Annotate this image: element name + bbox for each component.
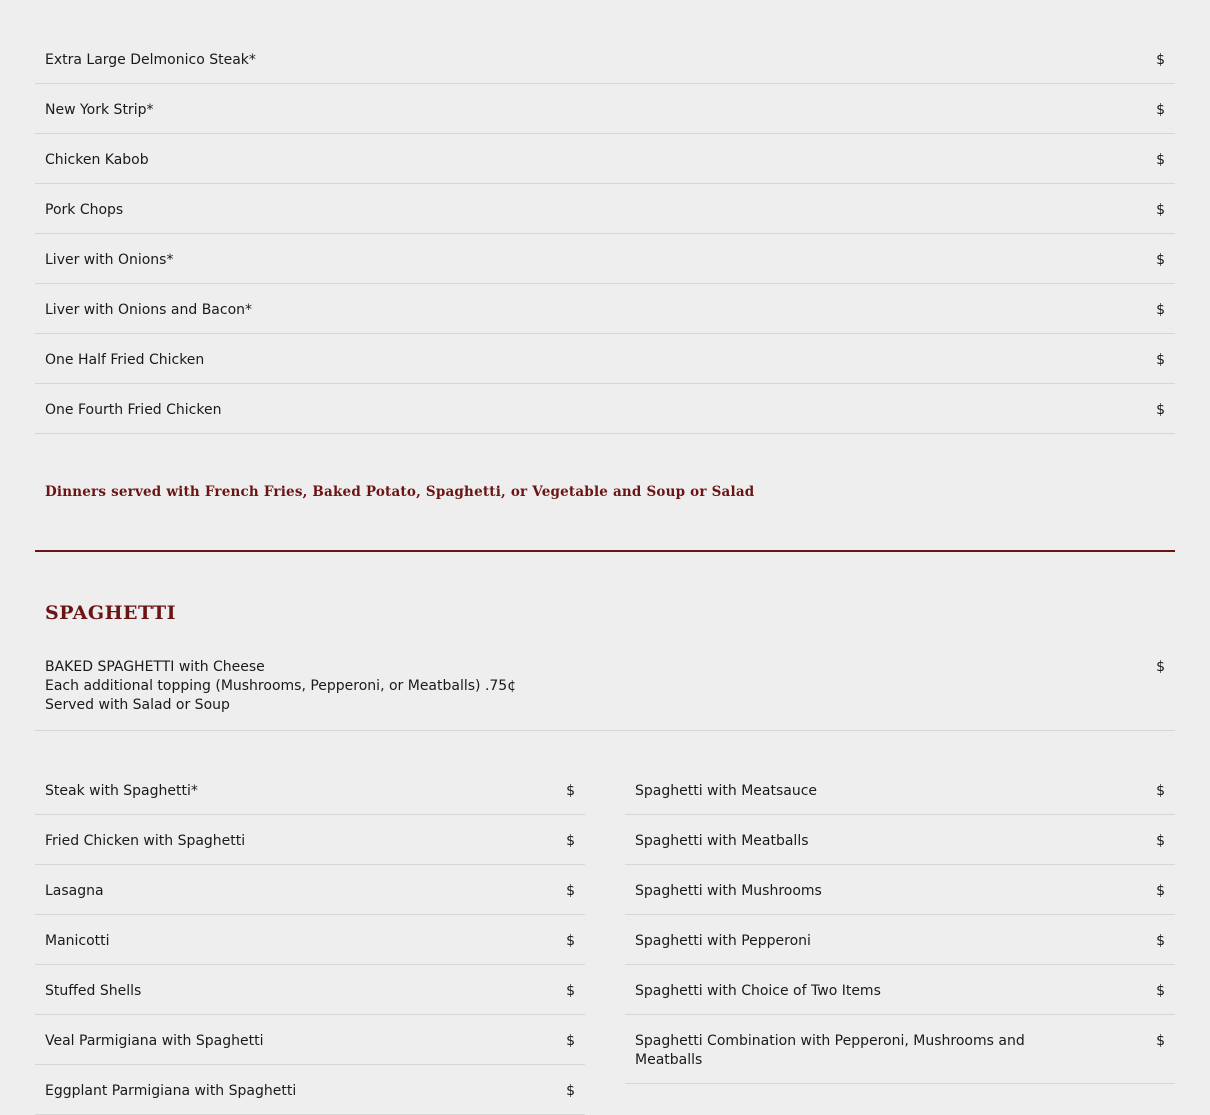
section-divider (35, 550, 1175, 552)
menu-item-price: $ (566, 833, 575, 849)
menu-item (35, 34, 1175, 84)
menu-item-price: $ (1156, 402, 1165, 418)
menu-item-name: Steak with Spaghetti* (45, 783, 198, 799)
menu-item (625, 865, 1175, 915)
menu-item-name: Manicotti (45, 933, 110, 949)
menu-item (625, 765, 1175, 815)
menu-item (625, 815, 1175, 865)
menu-item-price: $ (1156, 352, 1165, 368)
section-title: SPAGHETTI (45, 602, 177, 624)
menu-item-name: Extra Large Delmonico Steak* (45, 52, 256, 68)
menu-item (35, 184, 1175, 234)
menu-item (35, 84, 1175, 134)
menu-item (35, 284, 1175, 334)
menu-item (35, 765, 585, 815)
menu-item-price: $ (1156, 302, 1165, 318)
menu-item-name: Spaghetti with Pepperoni (635, 933, 811, 949)
menu-item-price: $ (1156, 1033, 1165, 1049)
menu-item (625, 1015, 1175, 1084)
menu-item-price: $ (566, 933, 575, 949)
menu-item-price: $ (1156, 152, 1165, 168)
menu-item (35, 915, 585, 965)
spaghetti-right-column (625, 765, 1175, 1115)
menu-item (35, 134, 1175, 184)
menu-item (35, 815, 585, 865)
menu-item-name: Liver with Onions* (45, 252, 174, 268)
menu-item (625, 965, 1175, 1015)
baked-spaghetti-description (45, 658, 1145, 715)
menu-item (35, 234, 1175, 284)
menu-item-price: $ (566, 883, 575, 899)
spaghetti-left-column (35, 765, 585, 1115)
menu-item-name: Spaghetti with Meatsauce (635, 783, 818, 799)
menu-item-name: Stuffed Shells (45, 983, 142, 999)
menu-item-price: $ (1156, 983, 1165, 999)
menu-item-price: $ (566, 1033, 575, 1049)
menu-item (35, 334, 1175, 384)
baked-spaghetti-item (35, 650, 1175, 731)
menu-item-name: Spaghetti with Mushrooms (635, 883, 822, 899)
baked-spaghetti-served-note: Served with Salad or Soup (45, 697, 230, 713)
menu-item (35, 1015, 585, 1065)
menu-item-price: $ (566, 983, 575, 999)
menu-item-name: Spaghetti with Meatballs (635, 833, 809, 849)
menu-item (35, 384, 1175, 434)
dinner-sides-note: Dinners served with French Fries, Baked Potato, Spaghetti, or Vegetable and Soup or Salad (45, 484, 755, 500)
menu-item-price: $ (1156, 783, 1165, 799)
menu-content (35, 34, 1175, 1115)
menu-item-name: One Fourth Fried Chicken (45, 402, 222, 418)
menu-item-name: Spaghetti with Choice of Two Items (635, 983, 881, 999)
menu-item-name: Eggplant Parmigiana with Spaghetti (45, 1083, 297, 1099)
baked-spaghetti-topping-note: Each additional topping (Mushrooms, Pepperoni, or Meatballs) .75¢ (45, 678, 517, 694)
menu-item-name: Fried Chicken with Spaghetti (45, 833, 246, 849)
menu-item-price: $ (1156, 659, 1165, 675)
menu-item (35, 965, 585, 1015)
menu-item-price: $ (1156, 933, 1165, 949)
menu-item-name: Lasagna (45, 883, 104, 899)
spaghetti-columns (35, 765, 1175, 1115)
menu-item (35, 865, 585, 915)
menu-item-price: $ (1156, 202, 1165, 218)
menu-item-name: New York Strip* (45, 102, 154, 118)
menu-item-price: $ (1156, 52, 1165, 68)
menu-item-name: Liver with Onions and Bacon* (45, 302, 253, 318)
menu-item-price: $ (1156, 102, 1165, 118)
menu-item-price: $ (566, 783, 575, 799)
baked-spaghetti-name: BAKED SPAGHETTI with Cheese (45, 659, 265, 675)
menu-item-name: One Half Fried Chicken (45, 352, 205, 368)
menu-item-price: $ (1156, 883, 1165, 899)
menu-item-name: Chicken Kabob (45, 152, 149, 168)
dinner-list (35, 34, 1175, 434)
menu-item-price: $ (1156, 833, 1165, 849)
menu-item-name: Spaghetti Combination with Pepperoni, Mushrooms and Meatballs (635, 1033, 1025, 1068)
menu-item (625, 915, 1175, 965)
menu-item-price: $ (1156, 252, 1165, 268)
menu-item-name: Pork Chops (45, 202, 124, 218)
menu-item-name: Veal Parmigiana with Spaghetti (45, 1033, 264, 1049)
menu-item (35, 1065, 585, 1115)
menu-item-price: $ (566, 1083, 575, 1099)
